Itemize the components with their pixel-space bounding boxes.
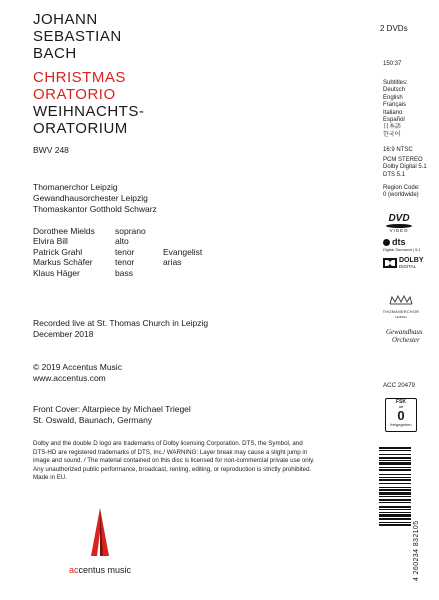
language-item: Español [383,117,405,124]
gewandhaus-line: Gewandhaus [386,328,423,336]
soloist-row [33,268,202,278]
performer-line: Thomaskantor Gotthold Schwarz [33,204,157,214]
work-title-en-line: CHRISTMAS [33,69,126,86]
soloist-name: Markus Schäfer [33,257,93,268]
dvd-logo-text: DVD [388,213,410,224]
dts-logo-text: dts [392,237,406,247]
dolby-logo-sub: DIGITAL [399,264,417,269]
recording-line: Recorded live at St. Thomas Church in Leipzig [33,318,209,328]
audio-line: PCM STEREO [383,157,423,163]
legal-line: Dolby and the double D logo are trademarks of Dolby licensing Corporation. DTS, the Symbol, and [33,440,303,447]
barcode-bars [379,447,411,579]
work-title-en-line: ORATORIO [33,86,116,103]
composer-line: SEBASTIAN [33,28,122,45]
soloist-role: arias [163,257,182,268]
cover-line: St. Oswald, Baunach, Germany [33,415,153,425]
thomaner-sub: LEIPZIG [395,315,407,319]
soloist-name: Elvira Bill [33,236,68,247]
soloist-voice: alto [115,236,129,247]
dts-logo [383,238,433,252]
dvd-logo-sub: VIDEO [389,228,409,233]
soloist-row [33,247,202,257]
copyright-line: © 2019 Accentus Music [33,362,122,372]
catalog-bwv: BWV 248 [33,145,69,155]
accentus-logo [60,506,140,575]
performer-line: Thomanerchor Leipzig [33,182,118,192]
website-link[interactable]: www.accentus.com [33,373,106,383]
aspect-ratio: 16:9 NTSC [383,147,413,153]
barcode-number: 4 260234 832105 [413,520,420,581]
region-value: 0 (worldwide) [383,192,419,199]
fsk-ab: ab [398,404,404,409]
thomanerchor-logo [381,292,421,319]
accentus-a-icon [89,506,111,558]
fsk-bottom: freigegeben [390,422,412,427]
legal-line: DTS-HD are registered trademarks of DTS, Inc./ WARNING: Layer break may cause a slight jump in [33,448,308,456]
composer-title [33,11,122,62]
legal-line: image and sound. / The material contained on this disc is licensed for non-commercial private use only. [33,457,315,464]
cover-credit [33,404,191,426]
soloist-name: Klaus Häger [33,267,80,278]
language-item: 日本語 [383,124,402,131]
performer-line: Gewandhausorchester Leipzig [33,193,148,203]
gewandhaus-line: Orchester [392,336,420,344]
dolby-digital-logo [383,257,424,269]
subtitles-label: Subtitles: [383,80,408,86]
language-item: Deutsch [383,87,406,94]
dts-logo-sub: Digital Surround | 5.1 [383,247,421,252]
dts-circle-icon [383,239,390,246]
recording-line: December 2018 [33,329,94,339]
soloist-name: Patrick Grahl [33,246,83,257]
work-title-de-line: ORATORIUM [33,120,128,137]
logo-rest: centus music [78,565,132,575]
soloist-row [33,257,202,267]
soloist-voice: bass [115,267,133,278]
language-item: Italiano [383,109,403,116]
language-item: Français [383,102,407,109]
soloist-voice: soprano [115,226,146,236]
copyright-info [33,362,122,384]
legal-line: Any unauthorized public performance, broadcast, renting, editing, or reproduction is strictly prohibited. [33,465,312,473]
recording-info [33,318,208,340]
dolby-logo-text: DOLBY [399,257,424,264]
disc-count: 2 DVDs [380,24,408,33]
legal-line: Made in EU. [33,474,68,481]
crown-icon [389,295,413,305]
fsk-top: FSK [396,399,406,405]
composer-line: BACH [33,45,77,62]
performers-block [33,182,157,215]
soloist-voice: tenor [115,257,135,268]
audio-line: Dolby Digital 5.1 [383,164,427,171]
runtime: 150:37 [383,61,402,67]
subtitles-block [383,80,408,139]
double-d-icon [383,258,397,268]
audio-specs [383,157,427,179]
soloists-list [33,226,202,278]
soloist-row [33,236,202,246]
thomaner-text: THOMANERCHOR [382,310,420,314]
language-item: 한국어 [383,131,401,138]
legal-notice [33,440,363,483]
work-title [33,69,144,137]
gewandhaus-logo [386,328,423,344]
catalog-number: ACC 20479 [383,382,415,389]
soloist-name: Dorothee Mields [33,226,95,236]
logo-prefix: ac [68,565,79,575]
barcode-bar [379,526,411,527]
cover-line: Front Cover: Altarpiece by Michael Triegel [33,404,191,414]
fsk-rating-badge [385,398,417,432]
fsk-age: 0 [397,408,405,423]
composer-line: JOHANN [33,11,98,28]
region-code [383,185,420,200]
audio-line: DTS 5.1 [383,171,406,178]
language-item: English [383,94,403,101]
soloist-row [33,226,202,236]
ean-barcode [379,445,419,587]
region-label: Region Code: [383,185,420,191]
dvd-video-logo [385,214,413,233]
soloist-role: Evangelist [163,246,203,257]
work-title-de-line: WEIHNACHTS- [33,103,145,120]
soloist-voice: tenor [115,246,135,257]
